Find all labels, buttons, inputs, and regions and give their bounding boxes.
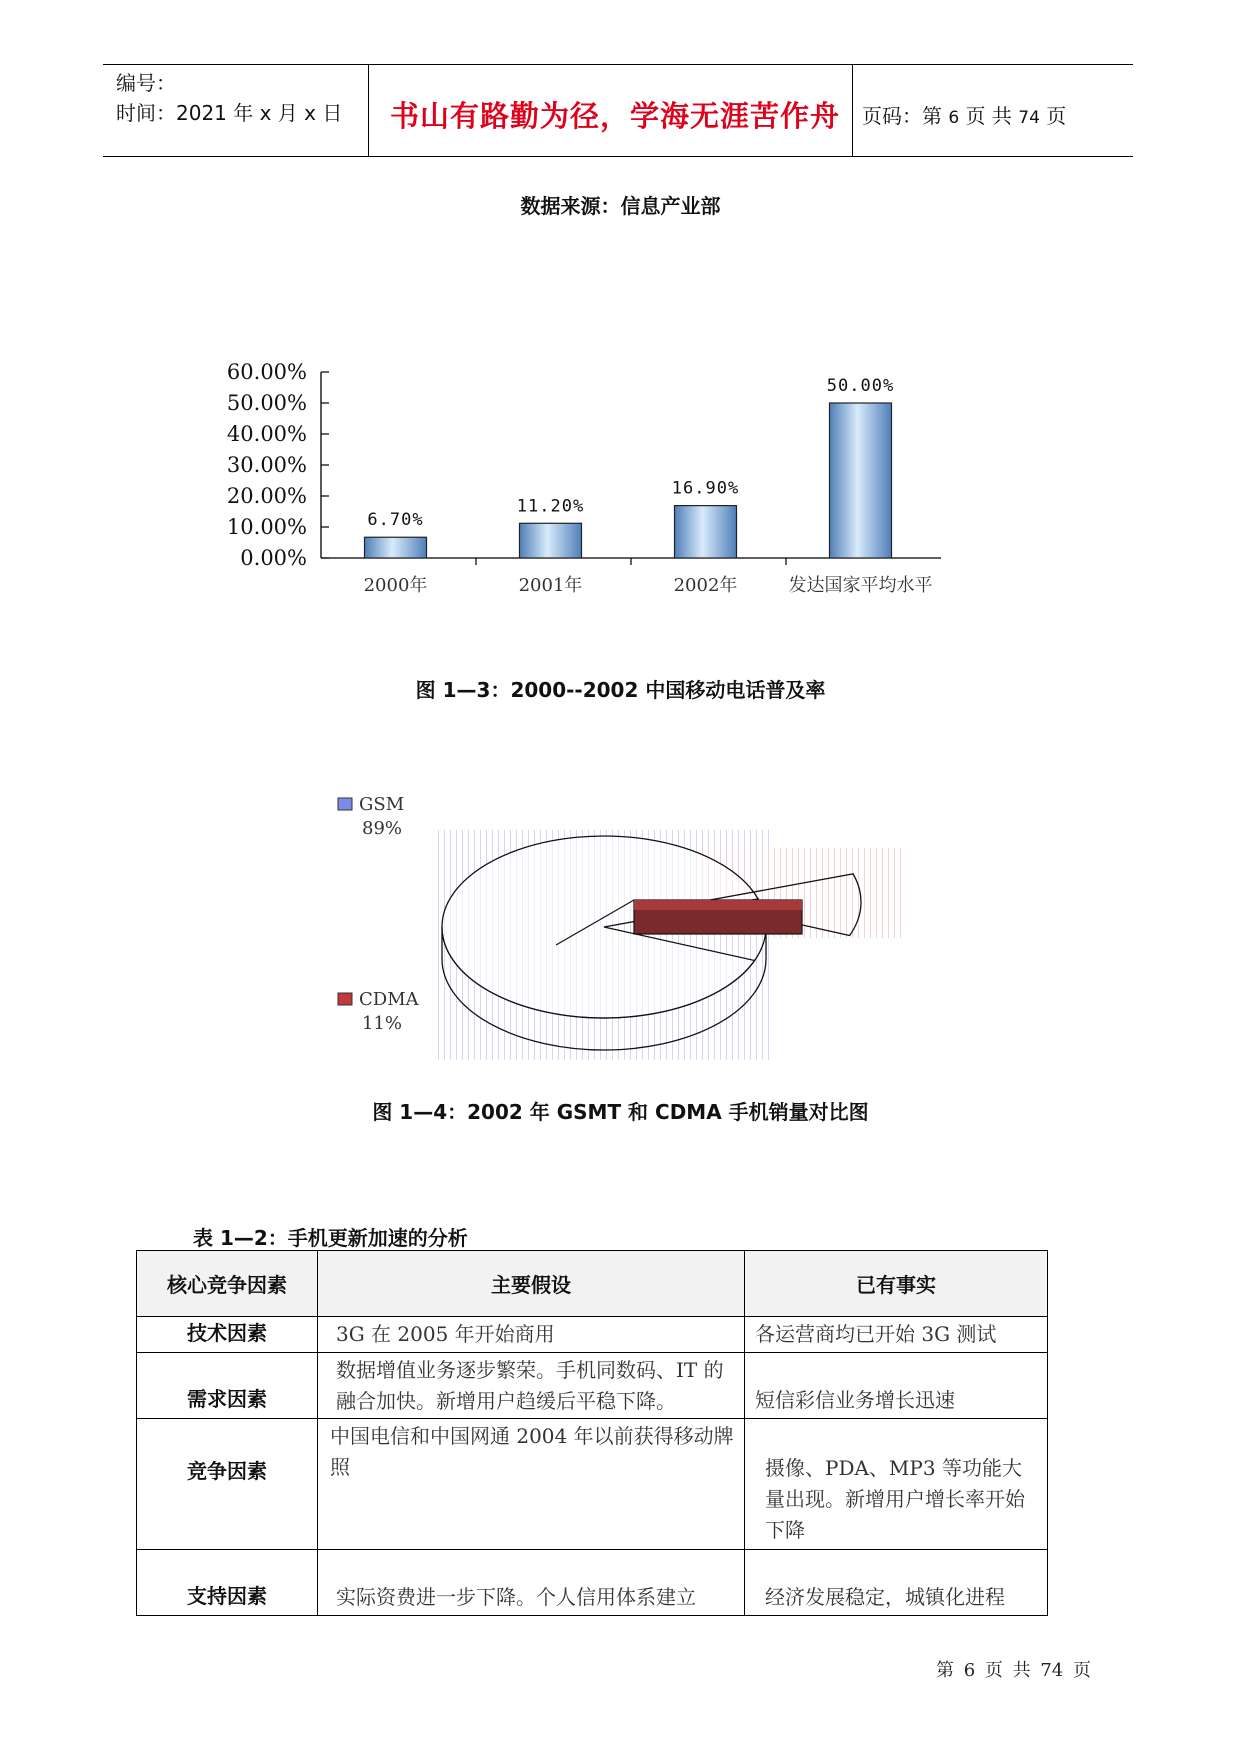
bar-y-tick-label: 20.00%: [226, 484, 307, 508]
legend-swatch-gsm: [338, 798, 352, 810]
row-assumption: [318, 1353, 745, 1419]
bar-category-label: 2000年: [363, 575, 428, 596]
row-fact: [745, 1353, 1048, 1419]
bar-y-tick-label: 60.00%: [226, 360, 307, 384]
bar-y-tick-label: 10.00%: [226, 515, 307, 539]
table-header-row: [137, 1251, 1048, 1317]
row-factor: 竞争因素: [137, 1419, 318, 1550]
table-row: [137, 1419, 1048, 1550]
header-page-info: [862, 100, 1066, 129]
legend-value-gsm: 89%: [362, 818, 403, 839]
header-divider-left: [368, 64, 369, 157]
header-factor: 核心竞争因素: [137, 1251, 318, 1317]
row-fact: [745, 1317, 1048, 1353]
table-row: [137, 1353, 1048, 1419]
bar-data-label: 50.00%: [826, 376, 895, 396]
bar-0: [365, 537, 427, 558]
bar-y-tick-label: 0.00%: [240, 546, 307, 570]
figure-2-caption: 图 1—4：2002 年 GSMT 和 CDMA 手机销量对比图: [372, 1100, 869, 1124]
bar-category-label: 2002年: [673, 575, 738, 596]
bar-data-label: 6.70%: [367, 510, 424, 531]
page-prefix: 页码：第: [862, 104, 942, 128]
row-assumption-text: 数据增值业务逐步繁荣。手机同数码、IT 的融合加快。新增用户趋缓后平稳下降。: [336, 1358, 724, 1413]
header-divider-right: [852, 64, 853, 157]
gsm-cdma-pie-chart: [330, 790, 930, 1060]
row-factor: 技术因素: [137, 1317, 318, 1353]
figure-1-caption: 图 1—3：2000--2002 中国移动电话普及率: [415, 678, 826, 702]
bar-data-label: 11.20%: [516, 496, 585, 517]
bar-2: [675, 506, 737, 558]
table-row: [137, 1317, 1048, 1353]
row-assumption-text: 中国电信和中国网通 2004 年以前获得移动牌照: [330, 1424, 734, 1479]
document-time: 时间：2021 年 x 月 x 日: [116, 101, 343, 125]
row-fact: [745, 1419, 1048, 1550]
row-assumption: [318, 1550, 745, 1616]
header-assumption: 主要假设: [318, 1251, 745, 1317]
row-fact-text: 摄像、PDA、MP3 等功能大量出现。新增用户增长率开始下降: [765, 1456, 1025, 1542]
bar-y-tick-label: 30.00%: [226, 453, 307, 477]
header-top-rule: [103, 64, 1133, 65]
pie-slice-cdma-top: [634, 900, 802, 910]
bar-category-label: 发达国家平均水平: [788, 575, 933, 596]
row-fact-text: 短信彩信业务增长迅速: [755, 1388, 955, 1412]
legend-value-cdma: 11%: [362, 1013, 403, 1034]
page-total: 74: [1018, 108, 1040, 128]
row-assumption: [318, 1419, 745, 1550]
legend-swatch-cdma: [338, 993, 352, 1005]
header-motto: 书山有路勤为径，学海无涯苦作舟: [390, 99, 841, 133]
bar-3: [830, 403, 892, 558]
row-fact: [745, 1550, 1048, 1616]
penetration-bar-chart: [200, 355, 960, 615]
data-source: 数据来源：信息产业部: [520, 194, 721, 218]
header-bottom-rule: [103, 156, 1133, 157]
bar-category-label: 2001年: [518, 575, 583, 596]
row-fact-text: 经济发展稳定，城镇化进程: [765, 1585, 1005, 1609]
page-footer: 第 6 页 共 74 页: [936, 1660, 1091, 1681]
row-assumption-text: 3G 在 2005 年开始商用: [336, 1322, 555, 1346]
analysis-table: [136, 1250, 1048, 1616]
row-factor: 支持因素: [137, 1550, 318, 1616]
row-fact-text: 各运营商均已开始 3G 测试: [755, 1322, 997, 1346]
bar-y-tick-label: 50.00%: [226, 391, 307, 415]
row-assumption-text: 实际资费进一步下降。个人信用体系建立: [336, 1585, 696, 1609]
bar-data-label: 16.90%: [671, 478, 740, 499]
page-mid: 页 共: [965, 104, 1012, 128]
document-number-label: 编号：: [116, 71, 176, 95]
header-fact: 已有事实: [745, 1251, 1048, 1317]
page-number: 6: [948, 108, 960, 128]
legend-label-gsm: GSM: [359, 794, 405, 815]
header-meta: [116, 68, 342, 128]
row-assumption: [318, 1317, 745, 1353]
bar-y-tick-label: 40.00%: [226, 422, 307, 446]
page-suffix: 页: [1046, 104, 1067, 128]
table-row: [137, 1550, 1048, 1616]
row-factor: 需求因素: [137, 1353, 318, 1419]
legend-label-cdma: CDMA: [359, 989, 419, 1010]
table-title: 表 1—2：手机更新加速的分析: [193, 1226, 468, 1250]
bar-1: [520, 523, 582, 558]
